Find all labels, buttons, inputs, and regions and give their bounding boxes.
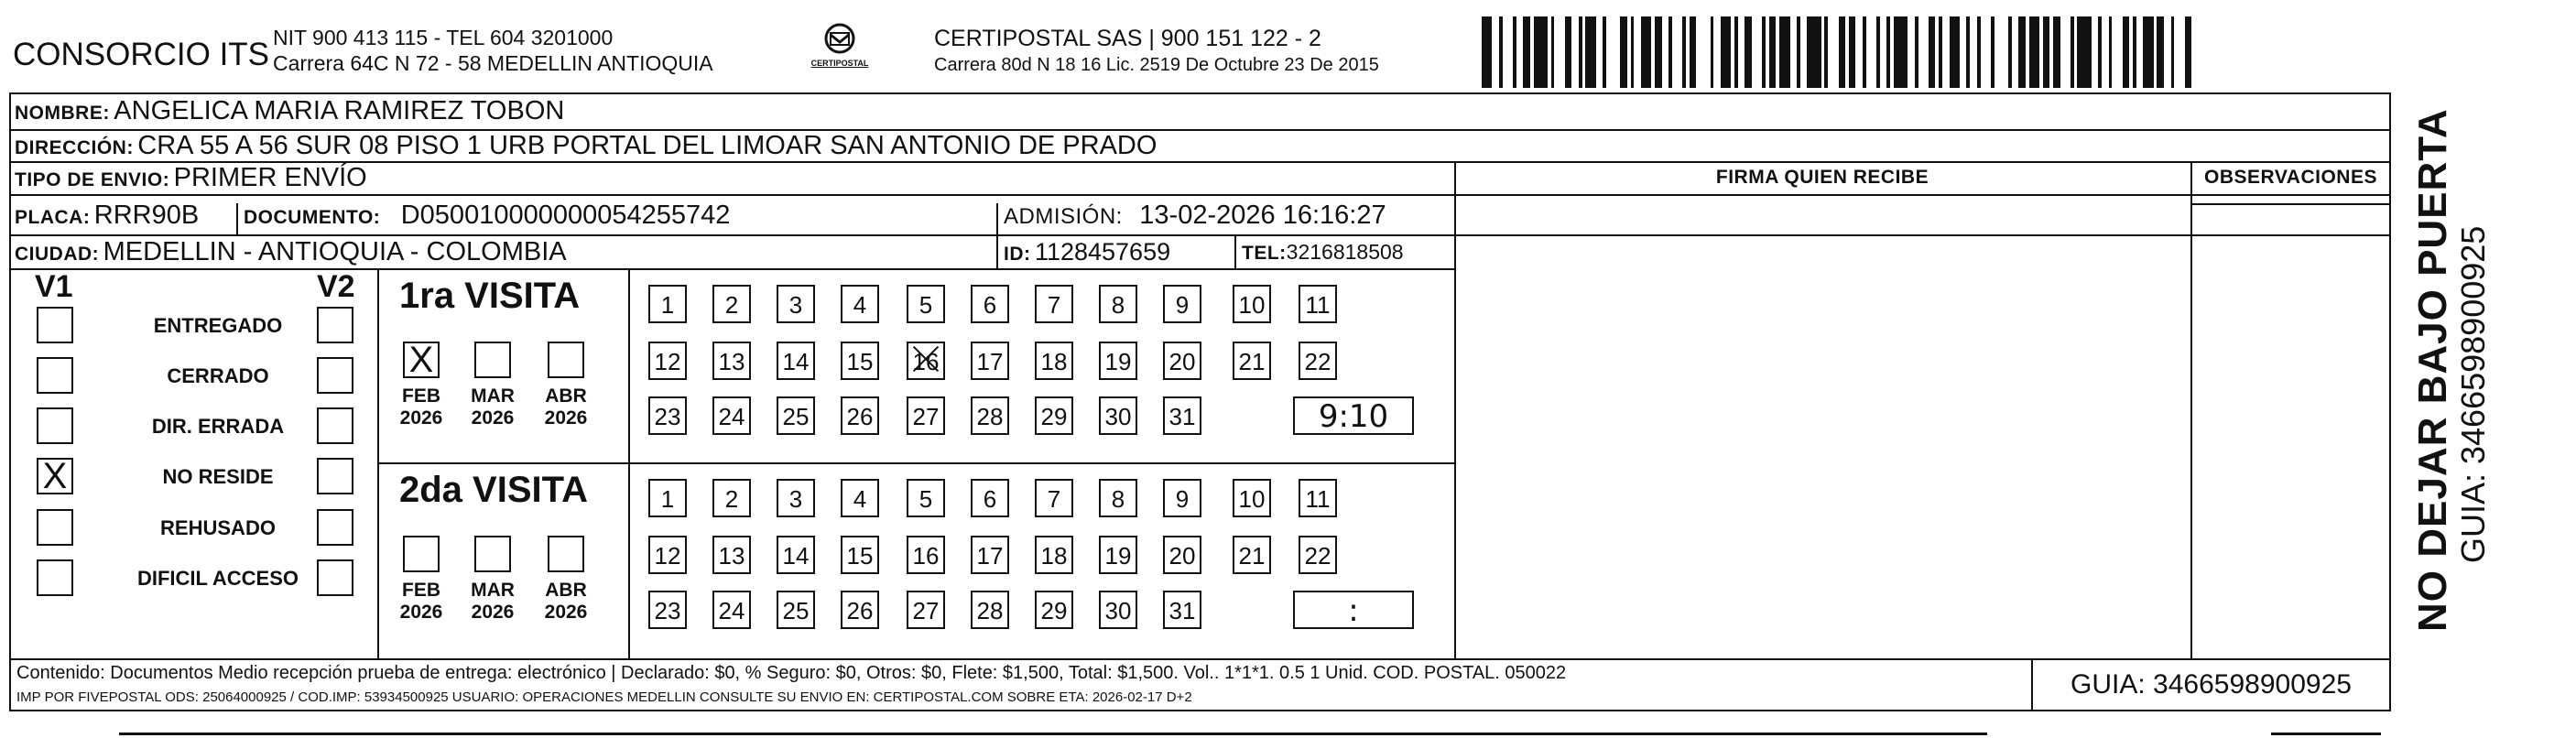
day-box[interactable]: 17 [971,536,1009,574]
visit-title: 1ra VISITA [399,276,581,316]
name-row [15,92,564,134]
visit-time-box[interactable]: : [1293,591,1414,629]
day-box[interactable]: 29 [1035,396,1073,435]
id-label: ID: [1004,244,1031,265]
document-label: DOCUMENTO: [244,207,381,228]
day-box[interactable]: 26 [841,591,879,629]
signature-area[interactable] [1456,194,2189,657]
day-box[interactable]: 2 [712,285,751,323]
day-box[interactable]: 11 [1299,479,1337,517]
day-box[interactable]: 23 [648,396,687,435]
day-box[interactable]: 19 [1099,342,1137,380]
day-box[interactable]: 7 [1035,285,1073,323]
v2-checkbox[interactable] [317,407,353,444]
day-box[interactable]: 28 [971,396,1009,435]
day-box[interactable]: 9 [1163,479,1201,517]
day-box[interactable]: 20 [1163,342,1201,380]
id-value: 1128457659 [1034,238,1171,266]
observations-header: OBSERVACIONES [2204,167,2377,188]
city: MEDELLIN - ANTIOQUIA - COLOMBIA [103,237,567,266]
day-box[interactable]: 5 [907,285,945,323]
document-cell [244,196,730,239]
day-box[interactable]: 26 [841,396,879,435]
day-box[interactable]: 1 [648,479,687,517]
certipostal-logo [806,20,874,73]
footer-imp: IMP POR FIVEPOSTAL ODS: 25064000925 / COD.IMP: 53934500925 USUARIO: OPERACIONES MEDELLIN CONSULTE SU ENVIO EN: CERTIPOSTAL.COM SOBRE ETA: 2026-02-17 D+2 [16,689,1192,705]
day-box[interactable]: 25 [777,396,815,435]
v1-checkbox[interactable] [37,307,73,343]
ship-type-row [15,161,367,199]
day-box[interactable]: 5 [907,479,945,517]
address-label: DIRECCIÓN: [15,137,134,158]
v2-checkbox[interactable] [317,559,353,596]
day-box[interactable]: 21 [1233,342,1271,380]
id-cell [1004,236,1170,272]
v1-checkbox[interactable]: X [37,458,73,494]
day-box[interactable]: 19 [1099,536,1137,574]
day-box[interactable]: 22 [1299,536,1337,574]
tel-cell [1242,236,1404,271]
month-year: 2026 [399,602,443,623]
day-box[interactable]: 8 [1099,285,1137,323]
tel-value: 3216818508 [1286,240,1404,264]
month-label: ABR [545,580,587,601]
document: D050010000000054255742 [400,201,731,230]
v1-checkbox[interactable] [37,407,73,444]
day-box[interactable]: 11 [1299,285,1337,323]
day-box[interactable]: 10 [1233,285,1271,323]
plate-label: PLACA: [15,207,91,228]
month-checkbox[interactable] [548,536,584,572]
footer-guide: GUIA: 3466598900925 [2071,669,2352,700]
v1-checkbox[interactable] [37,357,73,394]
v1-checkbox[interactable] [37,509,73,546]
day-box[interactable]: 15 [841,342,879,380]
month-year: 2026 [544,407,588,429]
month-label: FEB [402,385,440,407]
recipient-address: CRA 55 A 56 SUR 08 PISO 1 URB PORTAL DEL LIMOAR SAN ANTONIO DE PRADO [137,131,1158,160]
day-box[interactable]: 16 [907,536,945,574]
month-year: 2026 [544,602,588,623]
admission-label: ADMISIÓN: [1004,204,1123,229]
day-box[interactable]: 14 [777,342,815,380]
day-box[interactable]: 17 [971,342,1009,380]
day-box[interactable]: 9 [1163,285,1201,323]
day-box[interactable]: 13 [712,342,751,380]
day-box[interactable]: 27 [907,396,945,435]
day-box[interactable]: 6 [971,479,1009,517]
month-label: FEB [402,580,440,601]
day-box[interactable]: 18 [1035,536,1073,574]
day-box[interactable]: 29 [1035,591,1073,629]
day-box[interactable]: 15 [841,536,879,574]
status-label: ENTREGADO [153,314,283,337]
side-guide: GUIA: 3466598900925 [2454,225,2492,563]
day-box[interactable]: 24 [712,591,751,629]
v2-checkbox[interactable] [317,307,353,343]
status-label: NO RESIDE [162,465,274,488]
day-box[interactable]: 31 [1163,396,1201,435]
month-checkbox[interactable] [548,342,584,378]
company-name: CONSORCIO ITS [13,37,270,72]
visit-time-box[interactable]: 9:10 [1293,396,1414,435]
signature-header: FIRMA QUIEN RECIBE [1715,167,1929,188]
status-label: DIFICIL ACCESO [136,567,299,590]
month-checkbox[interactable]: X [403,342,440,378]
city-cell [15,236,567,272]
status-label: CERRADO [167,364,269,387]
day-box[interactable]: 28 [971,591,1009,629]
carrier-address: Carrera 80d N 18 16 Lic. 2519 De Octubre 23 De 2015 [934,55,1379,75]
admission-cell [1004,196,1386,239]
v2-checkbox[interactable] [317,509,353,546]
day-box[interactable]: 3 [777,479,815,517]
day-box[interactable]: 25 [777,591,815,629]
day-box[interactable]: 21 [1233,536,1271,574]
day-box[interactable]: 14 [777,536,815,574]
month-checkbox[interactable] [474,536,511,572]
day-box[interactable]: 4 [841,479,879,517]
side-notice: NO DEJAR BAJO PUERTA [2410,108,2455,632]
day-box[interactable]: 6 [971,285,1009,323]
day-box[interactable]: 3 [777,285,815,323]
day-box[interactable]: 20 [1163,536,1201,574]
visit-title: 2da VISITA [399,470,588,510]
month-label: ABR [545,385,587,407]
city-label: CIUDAD: [15,244,100,265]
recipient-name: ANGELICA MARIA RAMIREZ TOBON [114,96,565,125]
month-checkbox[interactable] [474,342,511,378]
day-box[interactable]: 2 [712,479,751,517]
day-box[interactable]: 1 [648,285,687,323]
admission: 13-02-2026 16:16:27 [1139,201,1386,230]
v2-label: V2 [317,269,355,304]
ship-type-label: TIPO DE ENVIO: [15,169,170,190]
day-box[interactable]: 4 [841,285,879,323]
ship-type: PRIMER ENVÍO [173,163,367,192]
plate-cell [15,196,199,239]
v1-label: V1 [35,269,73,304]
day-box[interactable]: 27 [907,591,945,629]
status-label: DIR. ERRADA [151,415,285,438]
v1-checkbox[interactable] [37,559,73,596]
footer-contents: Contenido: Documentos Medio recepción prueba de entrega: electrónico | Declarado: $0, % Seguro: $0, Otros: $0, Flete: $1,500, Total: $1,500. Vol.. 1*1*1. 0.5 1 Unid. COD. POSTAL. 050022 [16,663,1567,683]
tel-label: TEL: [1242,243,1287,264]
day-box[interactable]: 12 [648,342,687,380]
v2-checkbox[interactable] [317,357,353,394]
month-year: 2026 [471,602,515,623]
observations-area[interactable] [2192,203,2389,657]
name-label: NOMBRE: [15,103,110,124]
month-checkbox[interactable] [403,536,440,572]
company-address: Carrera 64C N 72 - 58 MEDELLIN ANTIOQUIA [273,51,713,75]
day-box[interactable]: 18 [1035,342,1073,380]
logo-text: CERTIPOSTAL [810,59,869,68]
status-label: REHUSADO [160,516,276,539]
day-box[interactable]: 22 [1299,342,1337,380]
barcode [1482,16,2196,88]
company-nit: NIT 900 413 115 - TEL 604 3201000 [273,26,614,49]
day-box[interactable]: 30 [1099,591,1137,629]
day-box[interactable]: 30 [1099,396,1137,435]
day-box[interactable]: 7 [1035,479,1073,517]
month-year: 2026 [471,407,515,429]
day-box[interactable]: 13 [712,536,751,574]
carrier-name: CERTIPOSTAL SAS | 900 151 122 - 2 [934,26,1321,51]
day-box-marked[interactable]: 16 [907,342,945,380]
day-box[interactable]: 31 [1163,591,1201,629]
month-label: MAR [471,580,515,601]
month-year: 2026 [399,407,443,429]
v2-checkbox[interactable] [317,458,353,494]
day-box[interactable]: 12 [648,536,687,574]
month-label: MAR [471,385,515,407]
day-box[interactable]: 8 [1099,479,1137,517]
day-box[interactable]: 23 [648,591,687,629]
plate: RRR90B [93,201,200,230]
day-box[interactable]: 24 [712,396,751,435]
day-box[interactable]: 10 [1233,479,1271,517]
